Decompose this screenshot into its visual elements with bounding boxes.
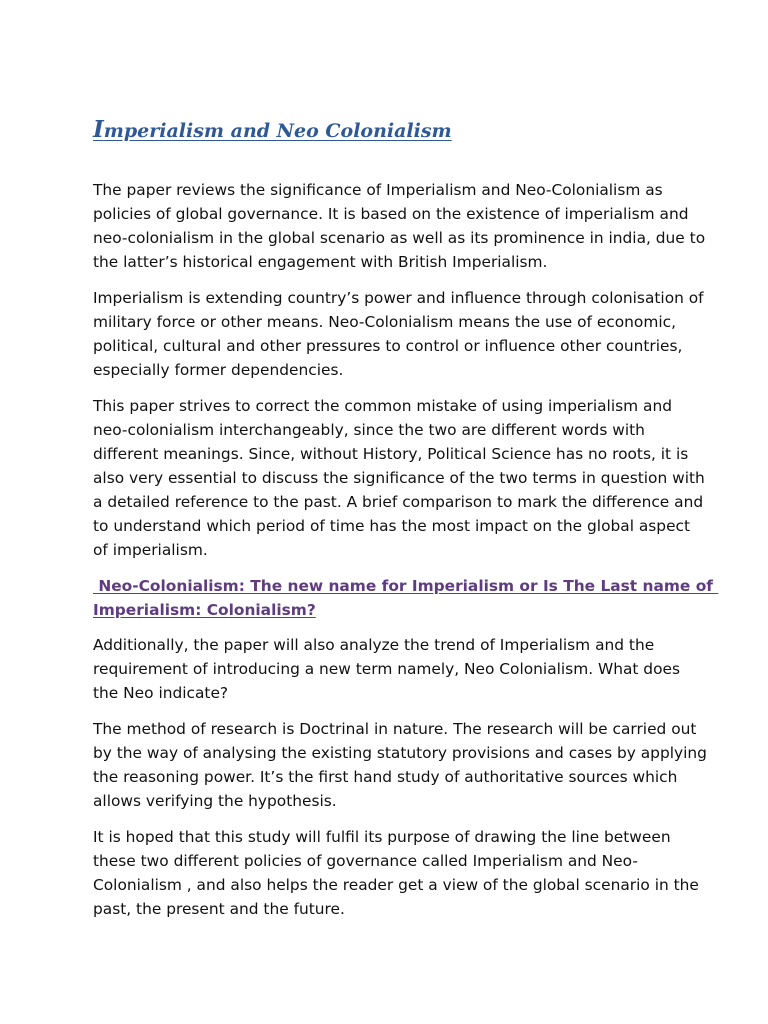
document-title	[93, 116, 452, 143]
paragraph-line: The paper reviews the significance of Imperialism and Neo-Colonialism as	[93, 181, 663, 199]
subheading-line: Imperialism: Colonialism?	[93, 601, 316, 619]
paragraph-line: requirement of introducing a new term namely, Neo Colonialism. What does	[93, 660, 680, 678]
title-text: mperialism and Neo Colonialism	[103, 120, 452, 142]
paragraph-definitions	[93, 286, 704, 382]
section-subheading	[93, 574, 718, 622]
paragraph-line: This paper strives to correct the common mistake of using imperialism and	[93, 397, 672, 415]
paragraph-line: allows verifying the hypothesis.	[93, 792, 337, 810]
paragraph-line: Imperialism is extending country’s power and influence through colonisation of	[93, 289, 704, 307]
paragraph-line: these two different policies of governance called Imperialism and Neo-	[93, 852, 638, 870]
paragraph-line: by the way of analysing the existing statutory provisions and cases by applying	[93, 744, 707, 762]
paragraph-line: neo-colonialism interchangeably, since the two are different words with	[93, 421, 645, 439]
paragraph-line: different meanings. Since, without History, Political Science has no roots, it is	[93, 445, 689, 463]
paragraph-line: of imperialism.	[93, 541, 208, 559]
paragraph-line: the reasoning power. It’s the first hand study of authoritative sources which	[93, 768, 678, 786]
paragraph-line: especially former dependencies.	[93, 361, 344, 379]
subheading-line: Neo-Colonialism: The new name for Imperialism or Is The Last name of	[93, 577, 719, 595]
paragraph-trend	[93, 633, 679, 705]
paragraph-line: political, cultural and other pressures to control or influence other countries,	[93, 337, 683, 355]
paragraph-line: policies of global governance. It is based on the existence of imperialism and	[93, 205, 689, 223]
paragraph-line: Additionally, the paper will also analyze the trend of Imperialism and the	[93, 636, 655, 654]
paragraph-line: Colonialism , and also helps the reader get a view of the global scenario in the	[93, 876, 699, 894]
paragraph-line: the Neo indicate?	[93, 684, 229, 702]
paragraph-line: to understand which period of time has the most impact on the global aspect	[93, 517, 691, 535]
paragraph-line: also very essential to discuss the significance of the two terms in question with	[93, 469, 705, 487]
paragraph-line: past, the present and the future.	[93, 900, 345, 918]
paragraph-conclusion	[93, 825, 699, 921]
paragraph-line: a detailed reference to the past. A brief comparison to mark the difference and	[93, 493, 704, 511]
paragraph-line: military force or other means. Neo-Colonialism means the use of economic,	[93, 313, 676, 331]
paragraph-line: The method of research is Doctrinal in nature. The research will be carried out	[93, 720, 697, 738]
paragraph-line: neo-colonialism in the global scenario as well as its prominence in india, due to	[93, 229, 706, 247]
paragraph-purpose	[93, 394, 705, 562]
paragraph-line: the latter’s historical engagement with British Imperialism.	[93, 253, 548, 271]
paragraph-line: It is hoped that this study will fulfil its purpose of drawing the line between	[93, 828, 671, 846]
paragraph-overview	[93, 178, 706, 274]
paragraph-method	[93, 717, 707, 813]
title-initial: I	[93, 116, 104, 143]
